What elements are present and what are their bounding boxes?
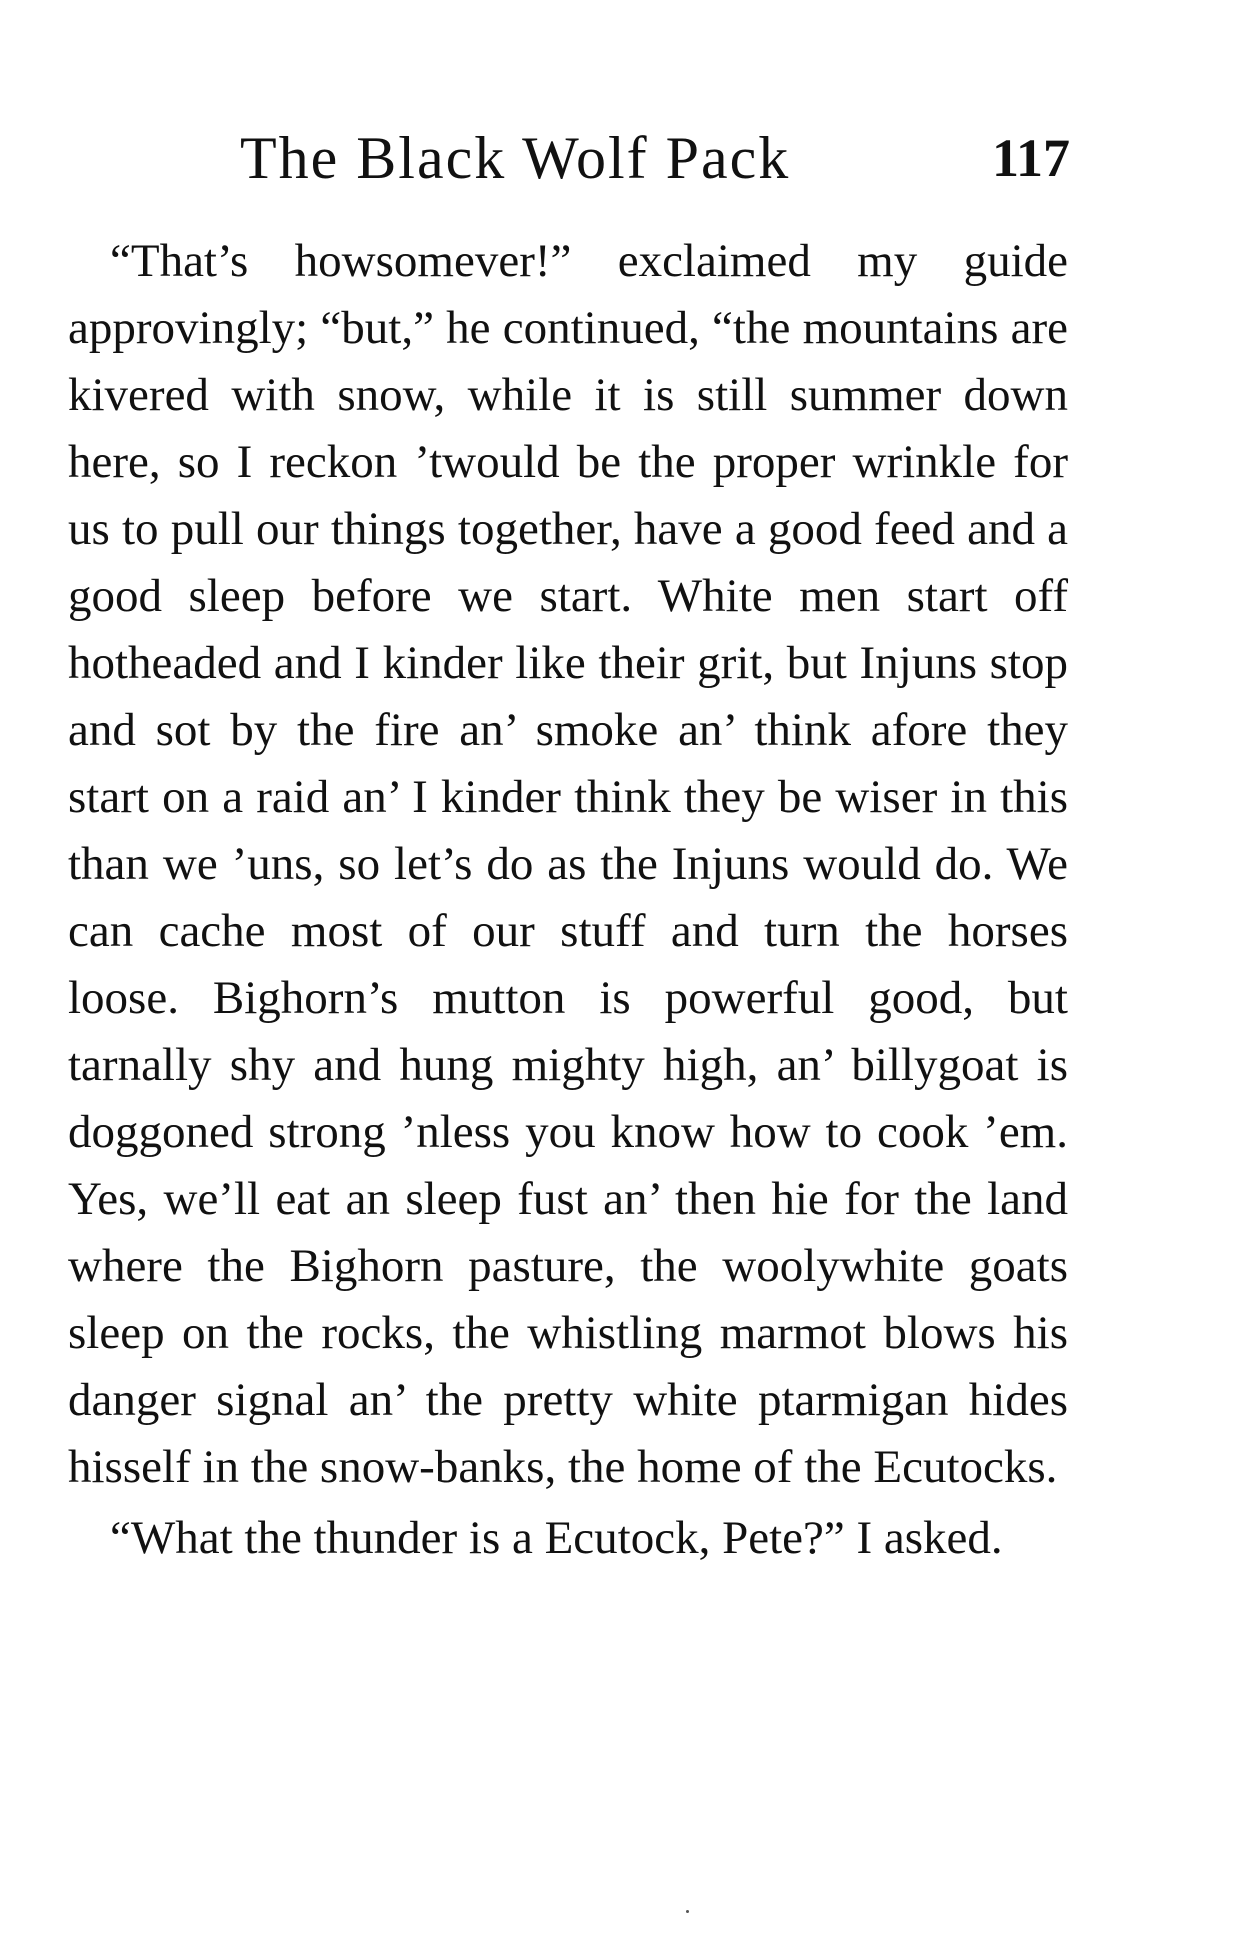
body-text	[68, 228, 1068, 1572]
paragraph-question: “What the thunder is a Ecutock, Pete?” I asked.	[110, 1512, 1003, 1564]
running-title: The Black Wolf Pack	[240, 125, 791, 191]
running-head	[240, 118, 1070, 198]
print-speck	[686, 1910, 689, 1913]
page-number: 117	[991, 128, 1070, 188]
paragraph-guide-speech: “That’s howsomever!” exclaimed my guide approvingly; “but,” he continued, “the mountains are kivered with snow, while it is still summer down here, so I reckon ’twould be the proper wrinkle for us to pull our things together, have a good feed and a good sleep before we start. White men start off hotheaded and I kinder like their grit, but Injuns stop and sot by the fire an’ smoke an’ think afore they start on a raid an’ I kinder think they be wiser in this than we ’uns, so let’s do as the Injuns would do. We can cache most of our stuff and turn the horses loose. Bighorn’s mutton is powerful good, but tarnally shy and hung mighty high, an’ billygoat is doggoned strong ’nless you know how to cook ’em. Yes, we’ll eat an sleep fust an’ then hie for the land where the Bighorn pasture, the woolywhite goats sleep on the rocks, the whistling marmot blows his danger signal an’ the pretty white ptarmigan hides hisself in the snow-banks, the home of the Ecutocks.	[68, 235, 1068, 1493]
